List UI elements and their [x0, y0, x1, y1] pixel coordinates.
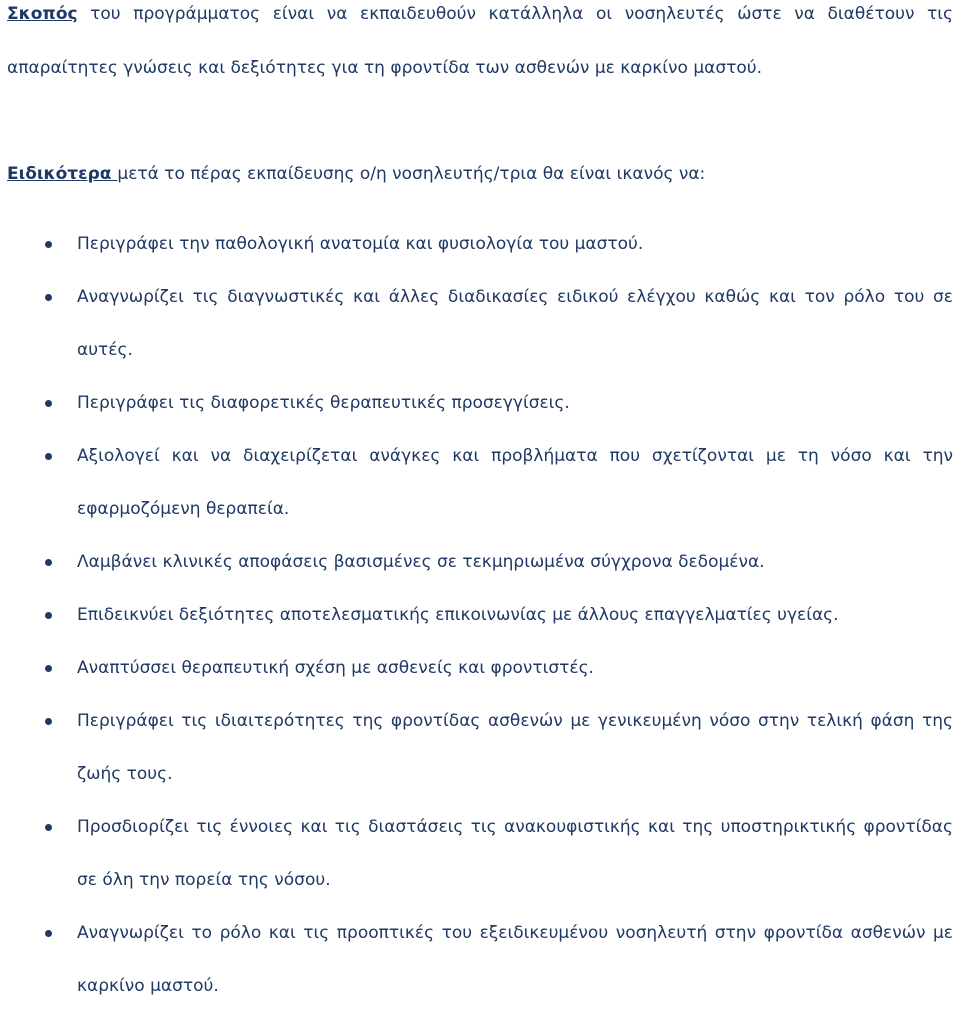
objective-text: Λαμβάνει κλινικές αποφάσεις βασισμένες σε τεκμηριωμένα σύγχρονα δεδομένα. [77, 552, 765, 572]
aim-label: Σκοπός [7, 4, 78, 24]
list-item [7, 218, 953, 271]
objectives-list [7, 218, 953, 1013]
list-item [7, 377, 953, 430]
list-item [7, 695, 953, 801]
objective-text: Περιγράφει τις ιδιαιτερότητες της φροντίδας ασθενών με γενικευμένη νόσο στην τελική φάση της ζωής τους. [77, 711, 953, 784]
bullet-icon [45, 824, 52, 831]
list-item [7, 801, 953, 907]
objective-text: Επιδεικνύει δεξιότητες αποτελεσματικής επικοινωνίας με άλλους επαγγελματίες υγείας. [77, 605, 839, 625]
aim-paragraph [7, 0, 953, 95]
list-item [7, 642, 953, 695]
bullet-icon [45, 718, 52, 725]
aim-text: του προγράμματος είναι να εκπαιδευθούν κατάλληλα οι νοσηλευτές ώστε να διαθέτουν τις απαραίτητες γνώσεις και δεξιότητες για τη φροντίδα των ασθενών με καρκίνο μαστού. [7, 4, 953, 78]
objective-text: Περιγράφει τις διαφορετικές θεραπευτικές προσεγγίσεις. [77, 393, 570, 413]
specific-label: Ειδικότερα [7, 164, 118, 184]
specific-intro [7, 147, 953, 201]
list-item [7, 536, 953, 589]
bullet-icon [45, 930, 52, 937]
list-item [7, 271, 953, 377]
objective-text: Αναπτύσσει θεραπευτική σχέση με ασθενείς και φροντιστές. [77, 658, 594, 678]
bullet-icon [45, 559, 52, 566]
list-item [7, 907, 953, 1013]
list-item [7, 430, 953, 536]
bullet-icon [45, 294, 52, 301]
objective-text: Προσδιορίζει τις έννοιες και τις διαστάσεις τις ανακουφιστικής και της υποστηρικτικής φροντίδας σε όλη την πορεία της νόσου. [77, 817, 953, 890]
bullet-icon [45, 400, 52, 407]
bullet-icon [45, 453, 52, 460]
bullet-icon [45, 241, 52, 248]
objective-text: Αξιολογεί και να διαχειρίζεται ανάγκες και προβλήματα που σχετίζονται με τη νόσο και την εφαρμοζόμενη θεραπεία. [77, 446, 953, 519]
objective-text: Περιγράφει την παθολογική ανατομία και φυσιολογία του μαστού. [77, 234, 644, 254]
bullet-icon [45, 612, 52, 619]
objective-text: Αναγνωρίζει το ρόλο και τις προοπτικές του εξειδικευμένου νοσηλευτή στην φροντίδα ασθενών με καρκίνο μαστού. [77, 923, 953, 996]
list-item [7, 589, 953, 642]
objective-text: Αναγνωρίζει τις διαγνωστικές και άλλες διαδικασίες ειδικού ελέγχου καθώς και τον ρόλο του σε αυτές. [77, 287, 953, 360]
specific-text: μετά το πέρας εκπαίδευσης ο/η νοσηλευτής/τρια θα είναι ικανός να: [117, 164, 706, 184]
bullet-icon [45, 665, 52, 672]
